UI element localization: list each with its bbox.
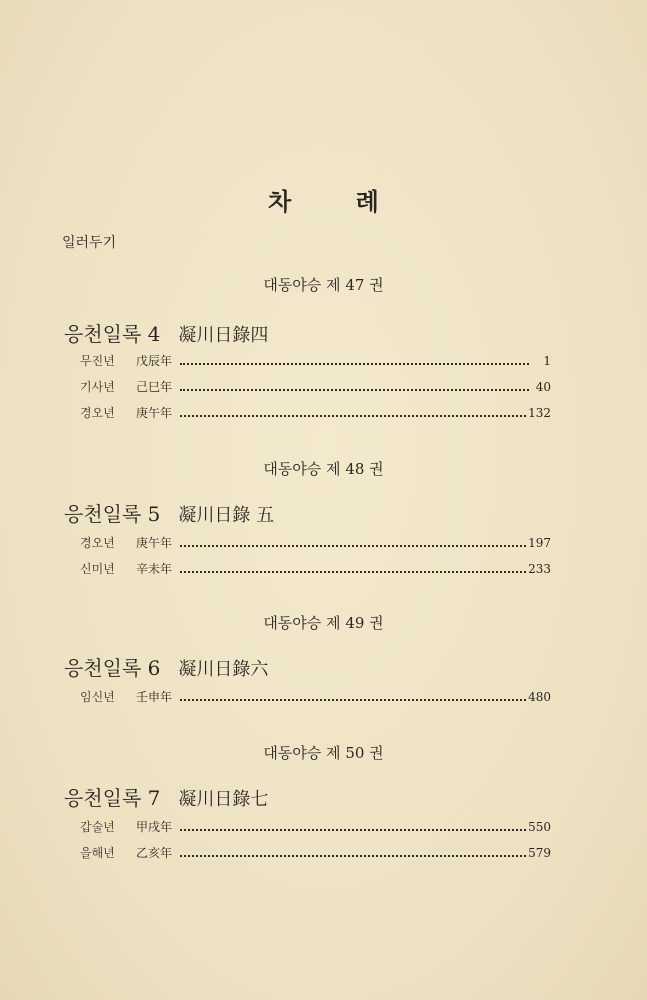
leader-dots	[180, 698, 526, 701]
toc-entry[interactable]	[80, 560, 551, 580]
toc-entry[interactable]	[80, 378, 551, 398]
entry-hanja: 庚午年	[136, 536, 173, 550]
entry-year: 경오년	[80, 536, 115, 550]
leader-dots	[180, 544, 526, 547]
entry-hanja: 庚午年	[136, 406, 173, 420]
entry-page: 233	[528, 562, 551, 576]
leader-dots	[180, 854, 526, 857]
leader-dots	[180, 570, 526, 573]
toc-entry[interactable]	[80, 352, 551, 372]
entry-page: 40	[535, 380, 551, 394]
entry-page: 550	[528, 820, 551, 834]
leader-dots	[180, 388, 529, 391]
entry-hanja: 己巳年	[136, 380, 173, 394]
book-name: 응천일록 6	[64, 656, 161, 680]
book-name: 응천일록 4	[64, 322, 161, 346]
leader-dots	[180, 414, 526, 417]
toc-entry[interactable]	[80, 404, 551, 424]
entry-year: 무진년	[80, 354, 115, 368]
entry-page: 579	[528, 846, 551, 860]
book-name: 응천일록 7	[64, 786, 161, 810]
page-title: 차 례	[268, 187, 407, 216]
book-hanja: 凝川日錄 五	[178, 505, 275, 526]
toc-entry[interactable]	[80, 534, 551, 554]
entry-page: 480	[528, 690, 551, 704]
entry-year: 임신년	[80, 690, 115, 704]
entry-hanja: 甲戌年	[136, 820, 173, 834]
volume-heading: 대동야승 제 50 권	[263, 744, 384, 762]
book-title	[64, 652, 268, 681]
toc-entry[interactable]	[80, 844, 551, 864]
book-title	[64, 782, 268, 811]
entry-page: 1	[543, 354, 551, 368]
leader-dots	[180, 828, 526, 831]
book-title	[64, 318, 268, 347]
book-hanja: 凝川日錄七	[178, 789, 269, 810]
book-hanja: 凝川日錄四	[178, 325, 269, 346]
entry-hanja: 戊辰年	[136, 354, 173, 368]
toc-entry[interactable]	[80, 818, 551, 838]
book-title	[64, 498, 274, 527]
entry-year: 기사년	[80, 380, 115, 394]
toc-entry[interactable]	[80, 688, 551, 708]
entry-year: 경오년	[80, 406, 115, 420]
entry-hanja: 乙亥年	[136, 846, 173, 860]
volume-heading: 대동야승 제 47 권	[263, 276, 384, 294]
book-name: 응천일록 5	[64, 502, 161, 526]
entry-year: 을해년	[80, 846, 115, 860]
entry-hanja: 辛未年	[136, 562, 173, 576]
intro-link[interactable]: 일러두기	[62, 235, 117, 251]
entry-hanja: 壬申年	[136, 690, 173, 704]
book-hanja: 凝川日錄六	[178, 659, 269, 680]
volume-heading: 대동야승 제 49 권	[263, 614, 384, 632]
volume-heading: 대동야승 제 48 권	[263, 460, 384, 478]
leader-dots	[180, 362, 529, 365]
entry-year: 신미년	[80, 562, 115, 576]
entry-year: 갑술년	[80, 820, 115, 834]
entry-page: 197	[528, 536, 551, 550]
entry-page: 132	[528, 406, 551, 420]
